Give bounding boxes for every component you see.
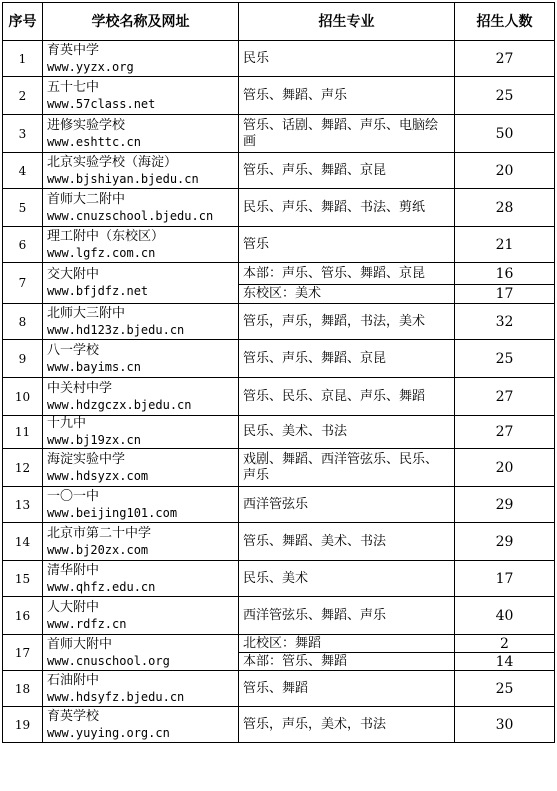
- school-name: 十九中: [47, 416, 87, 431]
- school-url: www.eshttc.cn: [47, 134, 141, 149]
- header-row: [3, 3, 555, 41]
- count-cell: 20: [455, 449, 555, 487]
- major-cell: 管乐、舞蹈、声乐: [239, 77, 455, 115]
- school-cell: [43, 77, 239, 115]
- school-cell: [43, 304, 239, 340]
- school-cell: [43, 115, 239, 153]
- major-cell: 管乐，声乐，美术，书法: [239, 707, 455, 743]
- school-url: www.yuying.org.cn: [47, 725, 170, 740]
- school-name: 交大附中: [47, 267, 100, 282]
- count-cell: 2: [455, 635, 555, 653]
- school-cell: [43, 189, 239, 227]
- table-row: [3, 523, 555, 561]
- table-row: [3, 77, 555, 115]
- major-cell: 本部：声乐、管乐、舞蹈、京昆: [239, 263, 455, 285]
- row-number: 16: [3, 597, 43, 635]
- count-cell: 40: [455, 597, 555, 635]
- school-cell: [43, 487, 239, 523]
- header-major: 招生专业: [239, 3, 455, 41]
- school-url: www.qhfz.edu.cn: [47, 579, 156, 594]
- school-name: 育英中学: [47, 42, 100, 58]
- school-name: 北京市第二十中学: [47, 525, 152, 541]
- table-row: [3, 416, 555, 449]
- row-number: 4: [3, 153, 43, 189]
- table-row: [3, 449, 555, 487]
- count-cell: 25: [455, 671, 555, 707]
- row-number: 11: [3, 416, 43, 449]
- major-cell: 民乐、美术: [239, 561, 455, 597]
- school-name: 中关村中学: [47, 380, 113, 396]
- school-url: www.hdsyzx.com: [47, 468, 149, 483]
- school-cell: [43, 707, 239, 743]
- school-cell: [43, 340, 239, 378]
- table-row: [3, 340, 555, 378]
- school-name: 人大附中: [47, 599, 100, 615]
- major-cell: 管乐: [239, 227, 455, 263]
- major-cell: 管乐、话剧、舞蹈、声乐、电脑绘画: [239, 115, 455, 153]
- table-row: [3, 115, 555, 153]
- count-cell: 27: [455, 378, 555, 416]
- school-cell: [43, 449, 239, 487]
- school-cell: [43, 227, 239, 263]
- school-url: www.rdfz.cn: [47, 616, 127, 631]
- row-number: 5: [3, 189, 43, 227]
- school-url: www.57class.net: [47, 96, 156, 111]
- row-number: 1: [3, 41, 43, 77]
- school-name: 理工附中（东校区）: [47, 228, 165, 244]
- table-row: [3, 304, 555, 340]
- row-number: 14: [3, 523, 43, 561]
- school-url: www.bj20zx.com: [47, 542, 149, 557]
- table-row: [3, 263, 555, 285]
- major-cell: 东校区：美术: [239, 285, 455, 304]
- row-number: 2: [3, 77, 43, 115]
- school-name: 八一学校: [47, 342, 100, 358]
- major-cell: 戏剧、舞蹈、西洋管弦乐、民乐、声乐: [239, 449, 455, 487]
- count-cell: 17: [455, 561, 555, 597]
- school-cell: [43, 561, 239, 597]
- school-name: 清华附中: [47, 562, 100, 578]
- major-cell: 本部：管乐、舞蹈: [239, 653, 455, 671]
- school-url: www.bjshiyan.bjedu.cn: [47, 171, 199, 186]
- row-number: 17: [3, 635, 43, 671]
- table-row: [3, 189, 555, 227]
- table-row: [3, 153, 555, 189]
- school-url: www.bj19zx.cn: [47, 433, 141, 447]
- school-cell: [43, 671, 239, 707]
- count-cell: 25: [455, 340, 555, 378]
- school-cell: [43, 635, 239, 671]
- school-cell: [43, 523, 239, 561]
- school-url: www.beijing101.com: [47, 505, 178, 520]
- table-body: [3, 41, 555, 743]
- count-cell: 27: [455, 41, 555, 77]
- school-url: www.cnuzschool.bjedu.cn: [47, 208, 214, 223]
- count-cell: 29: [455, 487, 555, 523]
- school-url: www.cnuschool.org: [47, 653, 170, 668]
- table-row: [3, 561, 555, 597]
- row-number: 15: [3, 561, 43, 597]
- count-cell: 27: [455, 416, 555, 449]
- school-name: 首师大二附中: [47, 191, 126, 207]
- header-no: 序号: [3, 3, 43, 41]
- school-cell: [43, 597, 239, 635]
- count-cell: 30: [455, 707, 555, 743]
- major-cell: 管乐，声乐，舞蹈，书法，美术: [239, 304, 455, 340]
- school-name: 海淀实验中学: [47, 451, 126, 467]
- school-url: www.hdsyfz.bjedu.cn: [47, 689, 185, 704]
- school-url: www.lgfz.com.cn: [47, 245, 156, 260]
- school-name: 进修实验学校: [47, 117, 126, 133]
- table-row: [3, 227, 555, 263]
- major-cell: 北校区：舞蹈: [239, 635, 455, 653]
- header-count: 招生人数: [455, 3, 555, 41]
- table-row: [3, 378, 555, 416]
- table-row: [3, 487, 555, 523]
- school-name: 五十七中: [47, 79, 100, 95]
- school-url: www.bayims.cn: [47, 359, 141, 374]
- major-cell: 民乐、声乐、舞蹈、书法、剪纸: [239, 189, 455, 227]
- school-cell: [43, 263, 239, 304]
- major-cell: 管乐、民乐、京昆、声乐、舞蹈: [239, 378, 455, 416]
- count-cell: 50: [455, 115, 555, 153]
- count-cell: 29: [455, 523, 555, 561]
- count-cell: 21: [455, 227, 555, 263]
- row-number: 19: [3, 707, 43, 743]
- school-url: www.bfjdfz.net: [47, 284, 149, 298]
- school-name: 北京实验学校（海淀）: [47, 154, 178, 170]
- major-cell: 西洋管弦乐: [239, 487, 455, 523]
- school-name: 石油附中: [47, 672, 100, 688]
- school-cell: [43, 416, 239, 449]
- table-row: [3, 635, 555, 653]
- major-cell: 管乐、舞蹈: [239, 671, 455, 707]
- table-row: [3, 671, 555, 707]
- admissions-table: [2, 2, 555, 743]
- row-number: 10: [3, 378, 43, 416]
- major-cell: 管乐、声乐、舞蹈、京昆: [239, 153, 455, 189]
- row-number: 3: [3, 115, 43, 153]
- count-cell: 25: [455, 77, 555, 115]
- table-row: [3, 597, 555, 635]
- count-cell: 14: [455, 653, 555, 671]
- school-url: www.hdzgczx.bjedu.cn: [47, 397, 192, 412]
- school-cell: [43, 41, 239, 77]
- row-number: 18: [3, 671, 43, 707]
- major-cell: 管乐、声乐、舞蹈、京昆: [239, 340, 455, 378]
- count-cell: 20: [455, 153, 555, 189]
- row-number: 6: [3, 227, 43, 263]
- school-name: 育英学校: [47, 708, 100, 724]
- row-number: 12: [3, 449, 43, 487]
- major-cell: 民乐、美术、书法: [239, 416, 455, 449]
- major-cell: 民乐: [239, 41, 455, 77]
- school-cell: [43, 378, 239, 416]
- row-number: 13: [3, 487, 43, 523]
- count-cell: 17: [455, 285, 555, 304]
- school-name: 首师大附中: [47, 636, 113, 652]
- count-cell: 28: [455, 189, 555, 227]
- table-row: [3, 707, 555, 743]
- count-cell: 32: [455, 304, 555, 340]
- major-cell: 西洋管弦乐、舞蹈、声乐: [239, 597, 455, 635]
- header-school: 学校名称及网址: [43, 3, 239, 41]
- school-name: 一〇一中: [47, 488, 100, 504]
- table-row: [3, 41, 555, 77]
- school-cell: [43, 153, 239, 189]
- row-number: 9: [3, 340, 43, 378]
- row-number: 8: [3, 304, 43, 340]
- count-cell: 16: [455, 263, 555, 285]
- school-url: www.hd123z.bjedu.cn: [47, 322, 185, 337]
- row-number: 7: [3, 263, 43, 304]
- major-cell: 管乐、舞蹈、美术、书法: [239, 523, 455, 561]
- school-name: 北师大三附中: [47, 305, 126, 321]
- school-url: www.yyzx.org: [47, 59, 134, 74]
